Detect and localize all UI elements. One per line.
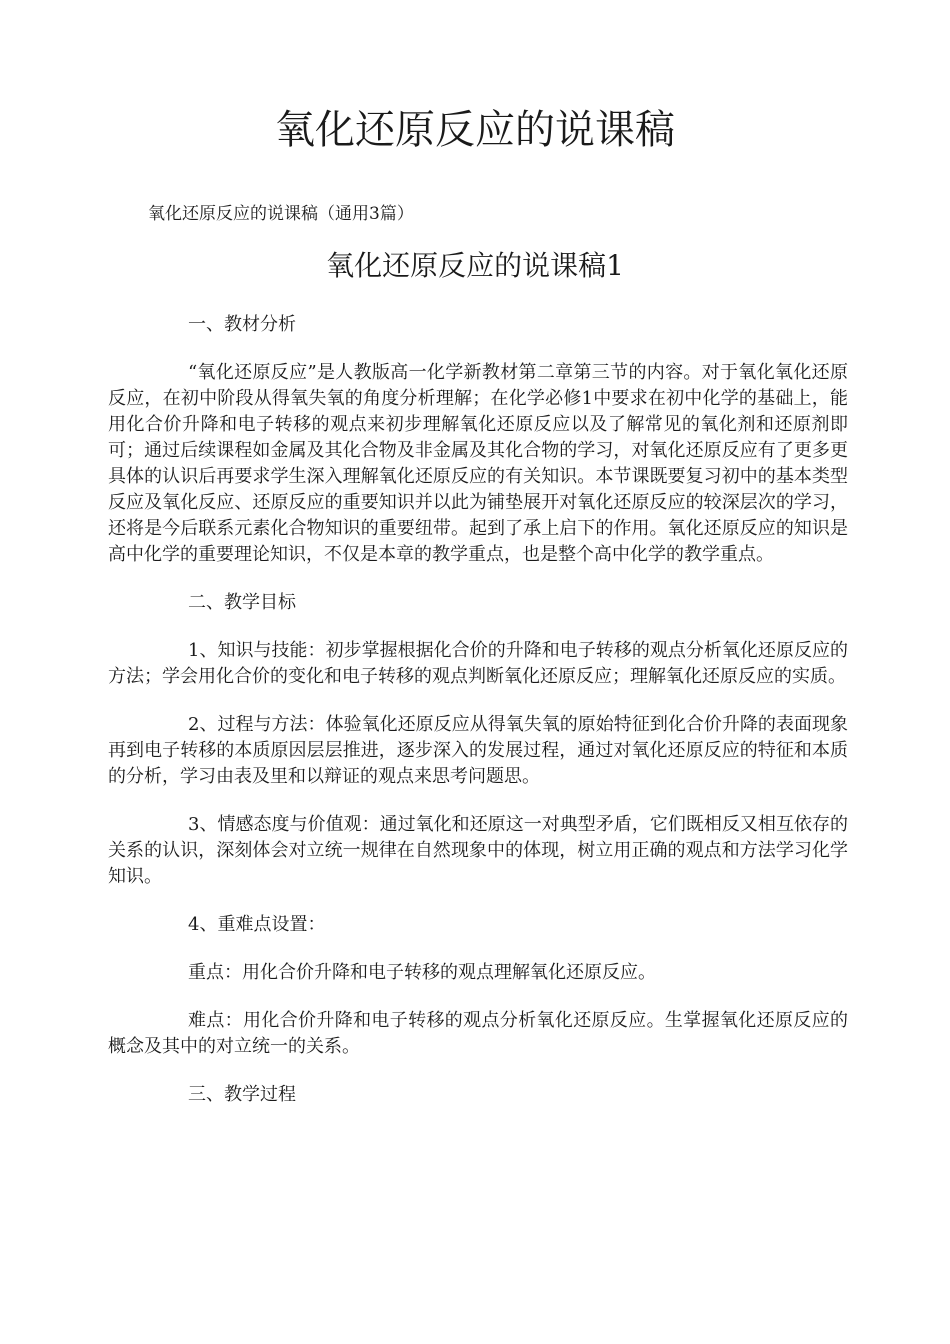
heading-key-difficult-points: 4、重难点设置： — [188, 914, 326, 935]
document-subtitle: 氧化还原反应的说课稿（通用3篇） — [148, 204, 414, 224]
heading-teaching-goals: 二、教学目标 — [188, 592, 296, 613]
paragraph-process-method: 2、过程与方法：体验氧化还原反应从得氧失氧的原始特征到化合价升降的表面现象再到电子转移的本质原因层层推进，逐步深入的发展过程，通过对氧化还原反应的特征和本质的分析，学习由表及里和以辩证的观点来思考问题思。 — [108, 714, 848, 787]
paragraph-emotion-values: 3、情感态度与价值观：通过氧化和还原这一对典型矛盾，它们既相反又相互依存的关系的认识，深刻体会对立统一规律在自然现象中的体现，树立用正确的观点和方法学习化学知识。 — [108, 814, 848, 887]
section-title: 氧化还原反应的说课稿1 — [326, 249, 624, 282]
heading-teaching-process: 三、教学过程 — [188, 1084, 296, 1105]
paragraph-key-point: 重点：用化合价升降和电子转移的观点理解氧化还原反应。 — [188, 962, 656, 983]
paragraph-knowledge-skills: 1、知识与技能：初步掌握根据化合价的升降和电子转移的观点分析氧化还原反应的方法；学会用化合价的变化和电子转移的观点判断氧化还原反应；理解氧化还原反应的实质。 — [108, 640, 848, 687]
document-body — [108, 312, 848, 1130]
heading-textbook-analysis: 一、教材分析 — [188, 314, 296, 335]
paragraph-difficult-point: 难点：用化合价升降和电子转移的观点分析氧化还原反应。生掌握氧化还原反应的概念及其中的对立统一的关系。 — [108, 1010, 848, 1057]
paragraph-textbook-analysis: “氧化还原反应”是人教版高一化学新教材第二章第三节的内容。对于氧化氧化还原反应，在初中阶段从得氧失氧的角度分析理解；在化学必修1中要求在初中化学的基础上，能用化合价升降和电子转移的观点来初步理解氧化还原反应以及了解常见的氧化剂和还原剂即可；通过后续课程如金属及其化合物及非金属及其化合物的学习，对氧化还原反应有了更多更具体的认识后再要求学生深入理解氧化还原反应的有关知识。本节课既要复习初中的基本类型反应及氧化反应、还原反应的重要知识并以此为铺垫展开对氧化还原反应的较深层次的学习，还将是今后联系元素化合物知识的重要纽带。起到了承上启下的作用。氧化还原反应的知识是高中化学的重要理论知识，不仅是本章的教学重点，也是整个高中化学的教学重点。 — [108, 362, 848, 565]
document-title: 氧化还原反应的说课稿 — [275, 107, 675, 153]
